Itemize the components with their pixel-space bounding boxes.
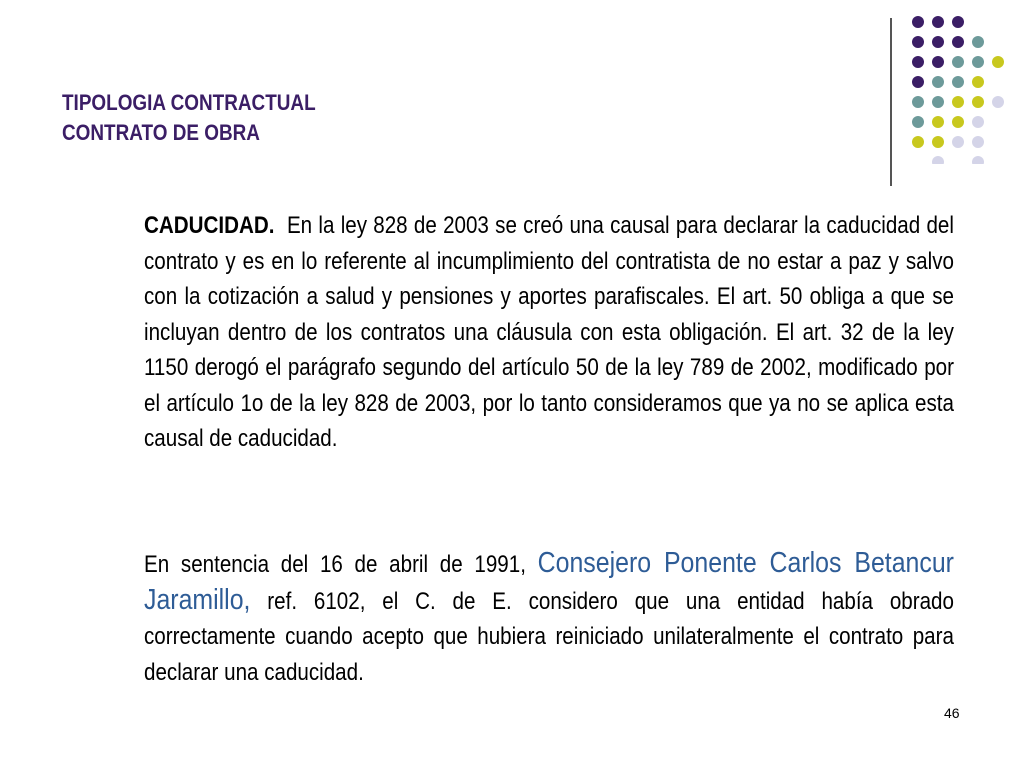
dot — [972, 96, 984, 108]
dot — [912, 76, 924, 88]
paragraph-intro: En sentencia del 16 de abril de 1991, — [144, 551, 526, 578]
dot — [912, 16, 924, 28]
dot — [932, 16, 944, 28]
dot — [952, 76, 964, 88]
paragraph-caducidad — [144, 208, 954, 457]
dot — [932, 156, 944, 164]
dot — [952, 16, 964, 28]
dot — [912, 56, 924, 68]
dot — [912, 136, 924, 148]
paragraph-lead: CADUCIDAD. — [144, 212, 275, 239]
dot — [992, 56, 1004, 68]
dot — [972, 156, 984, 164]
dot — [952, 136, 964, 148]
title-line-2: CONTRATO DE OBRA — [62, 120, 260, 145]
dot — [972, 36, 984, 48]
slide-title — [62, 88, 664, 148]
dot — [932, 136, 944, 148]
dot — [972, 56, 984, 68]
dot — [972, 116, 984, 128]
decorative-dot-grid — [904, 14, 1014, 164]
dot — [932, 36, 944, 48]
dot — [972, 136, 984, 148]
dot — [932, 96, 944, 108]
page-number: 46 — [944, 705, 960, 721]
dot — [992, 96, 1004, 108]
dot — [952, 116, 964, 128]
dot — [912, 96, 924, 108]
dot — [952, 36, 964, 48]
paragraph-body: ref. 6102, el C. de E. considero que una entidad había obrado correctamente cuando acepto que hubiera reiniciado unilateralmente el contrato para declarar una caducidad. — [144, 587, 954, 686]
decorative-divider — [890, 18, 892, 186]
title-line-1: TIPOLOGIA CONTRACTUAL — [62, 90, 316, 115]
dot — [912, 116, 924, 128]
paragraph-highlight: Consejero Ponente Carlos Betancur Jaramillo, — [144, 547, 954, 616]
paragraph-body: En la ley 828 de 2003 se creó una causal para declarar la caducidad del contrato y es en lo referente al incumplimiento del contratista de no estar a paz y salvo con la cotización a salud y pensiones y aportes parafiscales. El art. 50 obliga a que se incluyan dentro de los contratos una cláusula con esta obligación. El art. 32 de la ley 1150 derogó el parágrafo segundo del artículo 50 de la ley 789 de 2002, modificado por el artículo 1o de la ley 828 de 2003, por lo tanto consideramos que ya no se aplica esta causal de caducidad. — [144, 212, 954, 452]
dot — [912, 36, 924, 48]
dot — [932, 76, 944, 88]
dot — [932, 56, 944, 68]
dot — [952, 96, 964, 108]
paragraph-sentencia — [144, 546, 954, 690]
dot — [972, 76, 984, 88]
dot — [952, 56, 964, 68]
dot — [932, 116, 944, 128]
